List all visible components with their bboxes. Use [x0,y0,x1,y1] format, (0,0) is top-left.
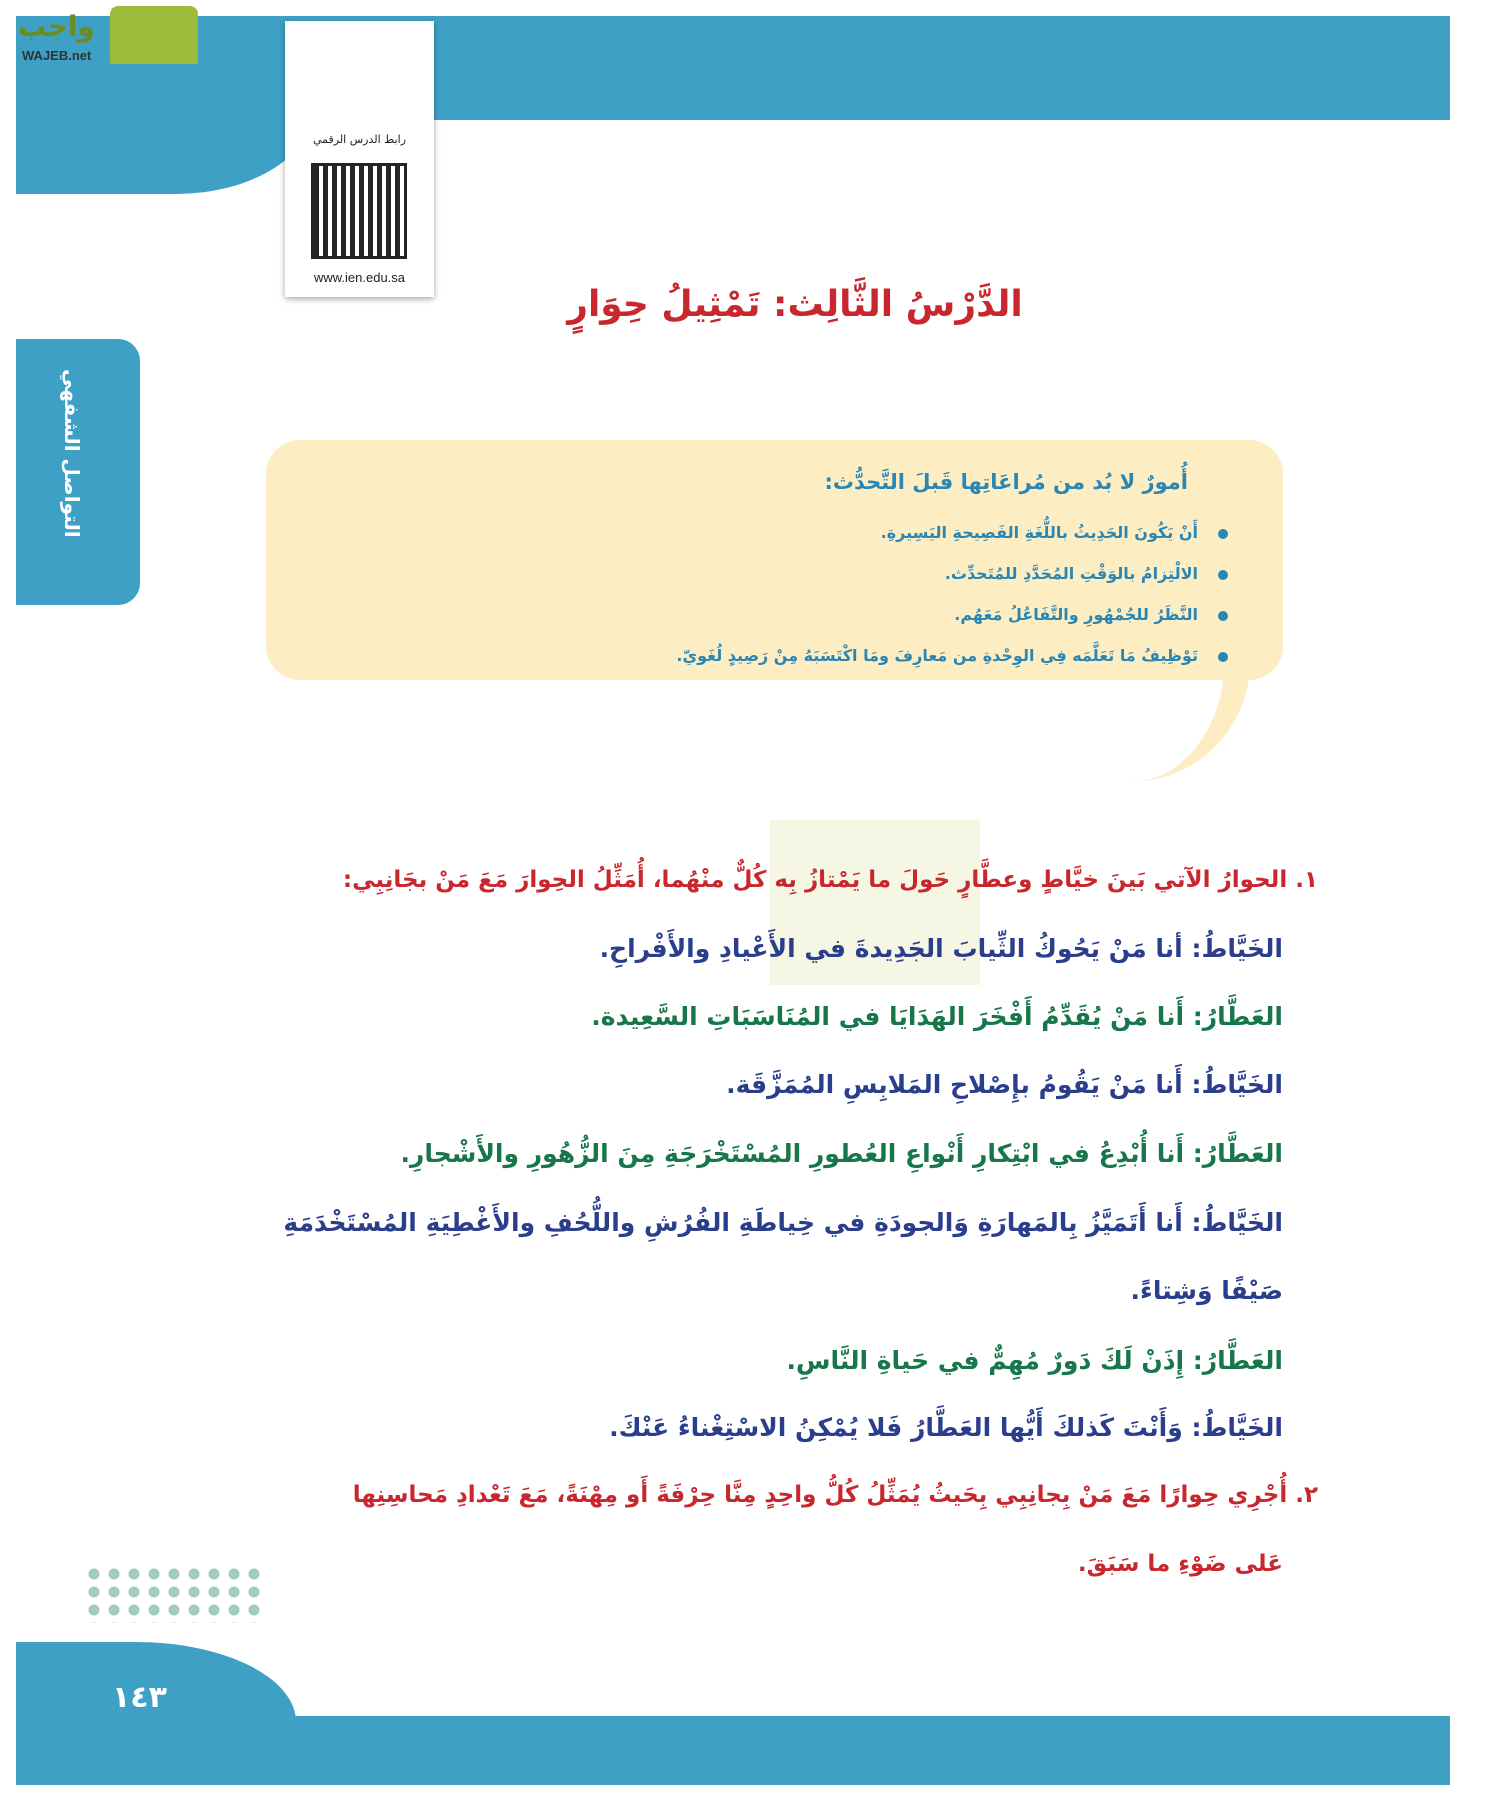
tips-title: أُمورٌ لا بُد من مُراعَاتِها قَبلَ التَّحدُّث: [824,470,1188,494]
question-2: ٢. أُجْرِي حِوارًا مَعَ مَنْ بِجانِبِي بِحَيثُ يُمَثِّلُ كُلُّ واحِدٍ مِنَّا حِرْفَةً أَو مِهْنَةً، مَعَ تَعْدادِ مَحاسِنِها [352,1482,1318,1508]
dialogue-line: الخَيَّاطُ: وَأَنْتَ كَذلكَ أَيُّها العَطَّارُ فَلا يُمْكِنُ الاسْتِغْناءُ عَنْكَ. [609,1413,1283,1442]
logo-latin: WAJEB.net [22,48,92,63]
question-1: ١. الحوارُ الآتي بَينَ خيَّاطٍ وعطَّارٍ حَولَ ما يَمْتازُ بِه كُلٌّ منْهُما، أُمَثِّلُ الحِوارَ مَعَ مَنْ بجَانِبِي: [342,867,1318,893]
bullet-icon [1218,570,1228,580]
dialogue-line: صَيْفًا وَشِتاءً. [1130,1276,1283,1305]
dialogue-line: العَطَّارُ: إِذَنْ لَكَ دَورٌ مُهِمٌّ في حَياةِ النَّاسِ. [786,1346,1283,1375]
dialogue-line: الخَيَّاطُ: أنا مَنْ يَحُوكُ الثِّيابَ الجَدِيدةَ في الأَعْيادِ والأَفْراحِ. [599,934,1283,963]
list-item: تَوْظِيفُ مَا تَعَلَّمَه فِي الوِحْدةِ من مَعارِفَ ومَا اكْتَسَبَهُ مِنْ رَصِيدٍ لُغَويّ. [676,635,1228,676]
ministry-logo-icon [84,1565,266,1623]
list-item: الالْتِزامُ بالوَقْتِ المُحَدَّدِ للمُتَحدِّث. [676,553,1228,594]
lesson-title: الدَّرْسُ الثَّالِث: تَمْثِيلُ حِوَارٍ [567,284,1023,325]
speaking-tips-box [266,440,1283,680]
qr-code-icon[interactable] [311,163,407,259]
dialogue-line: العَطَّارُ: أَنا مَنْ يُقَدِّمُ أَفْخَرَ الهَدَايَا في المُنَاسَبَاتِ السَّعِيدة. [591,1002,1283,1031]
footer-band [16,1716,1450,1785]
page-number: ١٤٣ [112,1680,167,1715]
qr-label: رابط الدرس الرقمي [312,133,407,146]
list-item: أَنْ يَكُونَ الحَدِيثُ باللُّغَةِ الفَصِيحةِ اليَسِيرةِ. [676,512,1228,553]
dialogue-line: الخَيَّاطُ: أَنا مَنْ يَقُومُ بإِصْلاحِ المَلابِسِ المُمَزَّقَة. [726,1070,1283,1099]
bullet-icon [1218,652,1228,662]
digital-lesson-card[interactable] [285,21,434,297]
list-item: النَّظَرُ للجُمْهُورِ والتَّفَاعُلُ مَعَهُم. [676,594,1228,635]
side-tab-label: التواصل الشفهي [60,369,84,538]
tips-list [676,512,1228,676]
question-2-cont: عَلى ضَوْءِ ما سَبَقَ. [1077,1551,1283,1577]
dialogue-line: الخَيَّاطُ: أَنا أَتَمَيَّزُ بِالمَهارَةِ وَالجودَةِ في خِياطَةِ الفُرُشِ واللُّحُفِ والأَغْطِيَةِ المُسْتَخْدَمَةِ [283,1208,1283,1237]
bullet-icon [1218,611,1228,621]
logo-arabic: واجب [18,10,95,43]
wajeb-logo[interactable] [10,6,190,66]
book-icon [110,6,198,64]
dialogue-line: العَطَّارُ: أَنا أُبْدِعُ في ابْتِكارِ أَنْواعِ العُطورِ المُسْتَخْرَجَةِ مِنَ الزُّهُورِ والأَشْجارِ. [400,1139,1283,1168]
unit-side-tab [16,339,140,605]
qr-url[interactable]: www.ien.edu.sa [313,270,406,285]
bullet-icon [1218,529,1228,539]
